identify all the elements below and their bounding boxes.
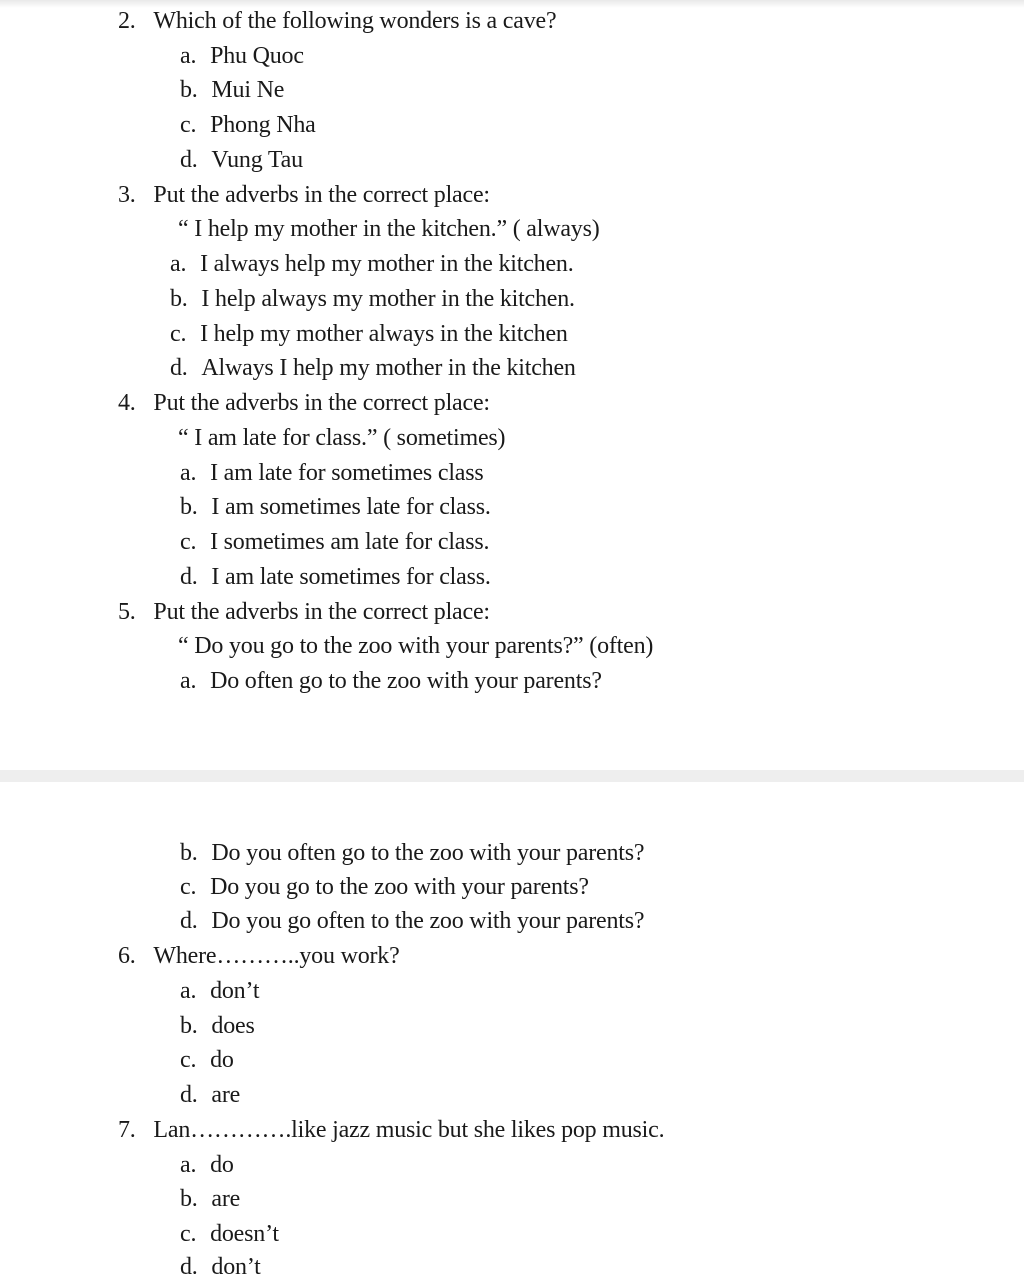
option-letter: a.	[180, 1152, 197, 1178]
option-letter: d.	[180, 1082, 198, 1108]
option-letter: c.	[180, 874, 197, 900]
option-text: Do often go to the zoo with your parents?	[210, 668, 602, 694]
question-number: 6.	[118, 943, 136, 969]
option-item	[180, 41, 304, 71]
option-letter: b.	[180, 494, 198, 520]
option-item	[170, 353, 576, 383]
question-text: Put the adverbs in the correct place:	[153, 182, 490, 208]
option-text: Phong Nha	[210, 112, 316, 138]
option-letter: c.	[180, 1047, 197, 1073]
question-number: 4.	[118, 390, 136, 416]
option-letter: a.	[180, 43, 197, 69]
question-5	[118, 597, 490, 627]
option-text: Always I help my mother in the kitchen	[201, 355, 576, 381]
option-item	[180, 1219, 279, 1249]
question-7	[118, 1115, 664, 1145]
option-text: Do you go often to the zoo with your parents?	[211, 908, 645, 934]
option-text: I always help my mother in the kitchen.	[200, 251, 574, 277]
option-item	[180, 1011, 255, 1041]
question-prompt: “ Do you go to the zoo with your parents?” (often)	[178, 633, 654, 659]
option-text: I am sometimes late for class.	[211, 494, 491, 520]
question-6	[118, 941, 400, 971]
question-3	[118, 180, 490, 210]
option-text: Phu Quoc	[210, 43, 304, 69]
question-prompt: “ I am late for class.” ( sometimes)	[178, 425, 506, 451]
option-text: are	[211, 1186, 241, 1212]
option-item	[180, 110, 316, 140]
option-letter: b.	[180, 840, 198, 866]
option-text: does	[211, 1013, 255, 1039]
option-text: Do you go to the zoo with your parents?	[210, 874, 589, 900]
option-item	[180, 976, 259, 1006]
option-item	[180, 906, 644, 936]
question-text: Which of the following wonders is a cave?	[153, 8, 557, 34]
option-item	[180, 492, 491, 522]
option-item	[170, 319, 568, 349]
option-item	[180, 1080, 240, 1110]
option-letter: d.	[180, 147, 198, 173]
option-item	[180, 666, 602, 696]
option-letter: c.	[180, 529, 197, 555]
option-item	[180, 145, 303, 175]
option-text: I sometimes am late for class.	[210, 529, 490, 555]
question-number: 2.	[118, 8, 136, 34]
option-text: I am late for sometimes class	[210, 460, 484, 486]
question-text: Put the adverbs in the correct place:	[153, 599, 490, 625]
option-text: Mui Ne	[211, 77, 285, 103]
option-letter: b.	[180, 77, 198, 103]
option-item	[180, 838, 644, 868]
option-letter: d.	[180, 908, 198, 934]
option-letter: d.	[180, 564, 198, 590]
option-item	[170, 249, 574, 279]
option-letter: d.	[180, 1254, 198, 1280]
option-text: do	[210, 1047, 234, 1073]
question-2	[118, 6, 556, 36]
question-text: Put the adverbs in the correct place:	[153, 390, 490, 416]
question-number: 5.	[118, 599, 136, 625]
question-text: Lan………….like jazz music but she likes pop music.	[153, 1117, 665, 1143]
option-letter: b.	[180, 1186, 198, 1212]
option-item	[170, 284, 575, 314]
option-text: Vung Tau	[211, 147, 303, 173]
worksheet-page-bottom	[0, 782, 1024, 1280]
option-letter: c.	[170, 321, 187, 347]
question-prompt: “ I help my mother in the kitchen.” ( always)	[178, 216, 600, 242]
option-letter: c.	[180, 1221, 197, 1247]
option-item	[180, 75, 284, 105]
page-separator	[0, 770, 1024, 782]
option-letter: a.	[180, 978, 197, 1004]
option-item	[180, 872, 589, 902]
option-text: don’t	[211, 1254, 261, 1280]
option-item	[180, 1184, 240, 1214]
option-text: are	[211, 1082, 241, 1108]
question-4	[118, 388, 490, 418]
option-letter: a.	[170, 251, 187, 277]
option-letter: b.	[170, 286, 188, 312]
option-item	[180, 1252, 261, 1282]
question-text: Where………..you work?	[153, 943, 400, 969]
option-letter: a.	[180, 460, 197, 486]
question-number: 7.	[118, 1117, 136, 1143]
option-letter: a.	[180, 668, 197, 694]
option-text: don’t	[210, 978, 260, 1004]
option-item	[180, 562, 491, 592]
option-item	[180, 1045, 234, 1075]
option-text: I help always my mother in the kitchen.	[201, 286, 575, 312]
option-letter: d.	[170, 355, 188, 381]
option-item	[180, 1150, 234, 1180]
option-item	[180, 458, 484, 488]
option-letter: b.	[180, 1013, 198, 1039]
question-number: 3.	[118, 182, 136, 208]
option-text: do	[210, 1152, 234, 1178]
option-text: Do you often go to the zoo with your parents?	[211, 840, 645, 866]
option-item	[180, 527, 489, 557]
option-text: I am late sometimes for class.	[211, 564, 491, 590]
option-text: I help my mother always in the kitchen	[200, 321, 568, 347]
option-text: doesn’t	[210, 1221, 279, 1247]
option-letter: c.	[180, 112, 197, 138]
